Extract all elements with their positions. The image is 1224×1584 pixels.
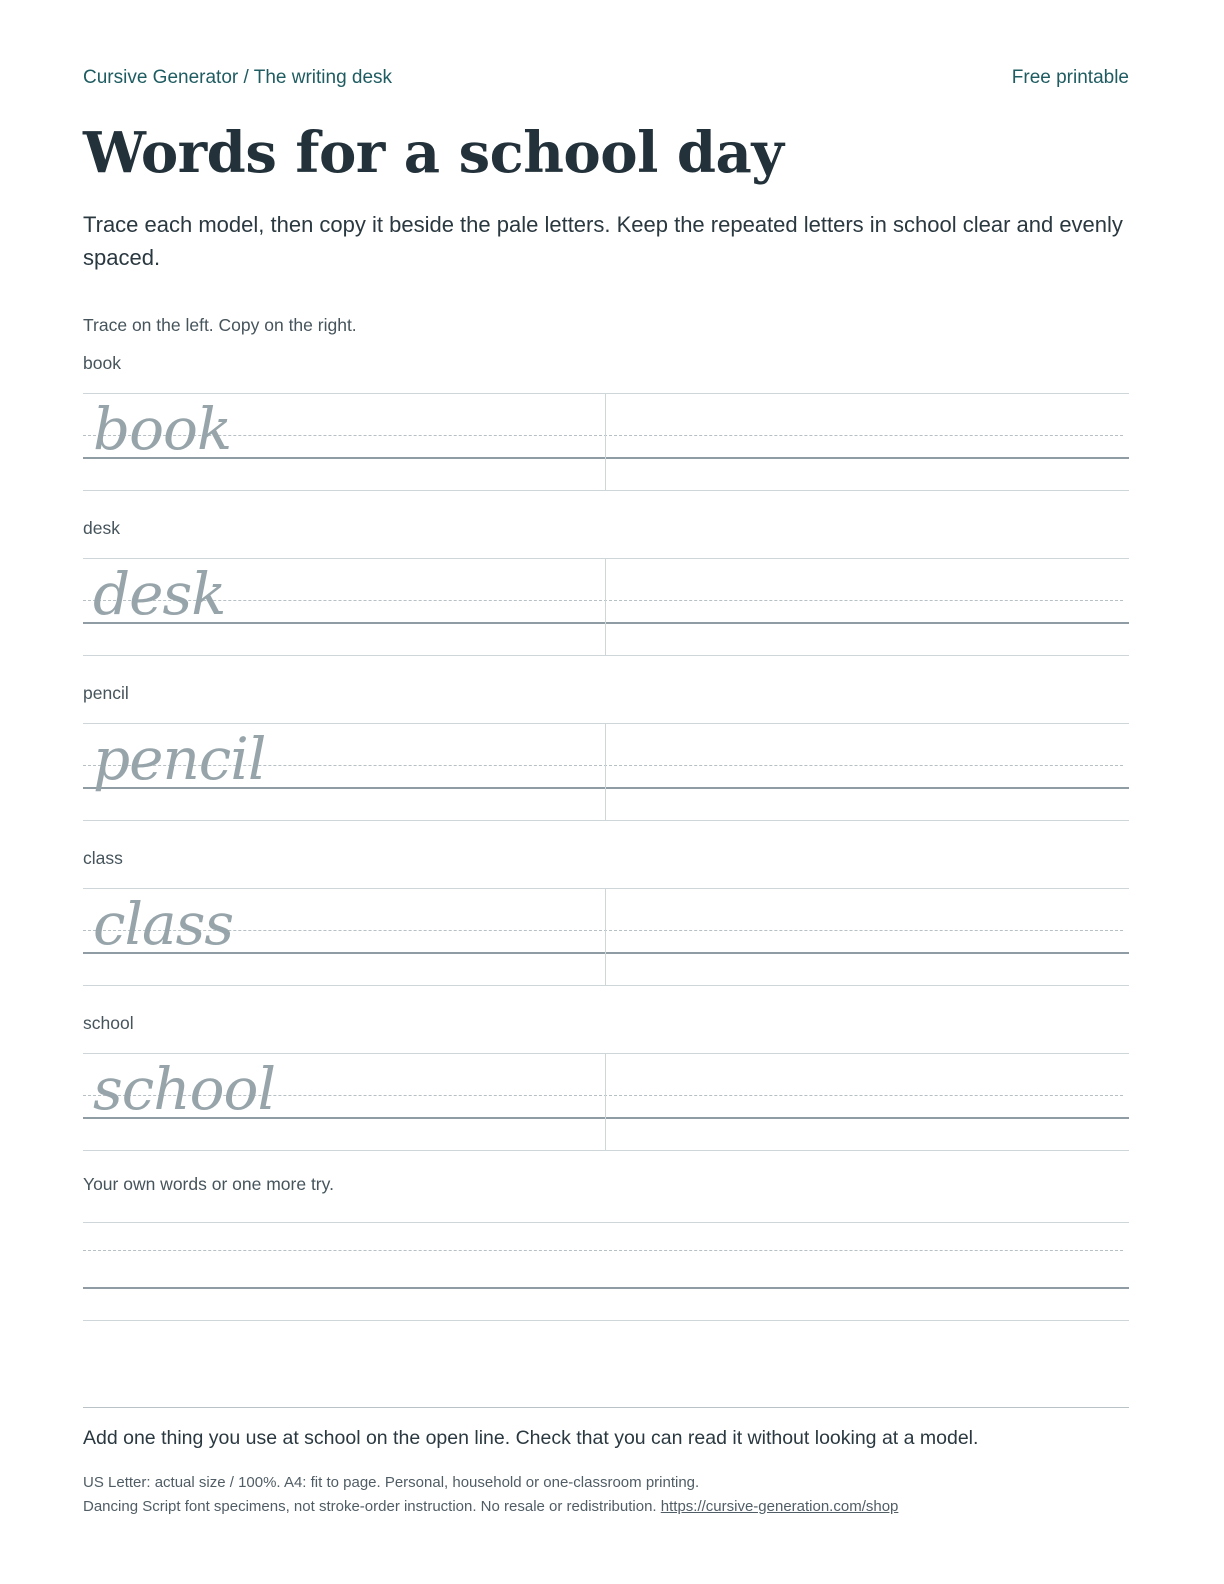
open-practice-line xyxy=(83,1222,1129,1322)
trace-model: pencil xyxy=(93,725,266,793)
breadcrumb-link[interactable]: Cursive Generator / The writing desk xyxy=(83,67,393,88)
trace-model: school xyxy=(93,1055,275,1123)
midline xyxy=(83,1250,1123,1251)
practice-row-book xyxy=(83,393,1129,491)
top-line xyxy=(83,1222,1129,1223)
closing-instruction: Add one thing you use at school on the open line. Check that you can read it without looking at a model. xyxy=(83,1427,979,1449)
practice-row-school xyxy=(83,1053,1129,1151)
breadcrumb[interactable] xyxy=(83,67,392,89)
page-title: Words for a school day xyxy=(83,120,784,186)
word-label-desk: desk xyxy=(83,518,120,538)
copy-area xyxy=(606,1053,1129,1151)
word-label-book: book xyxy=(83,353,121,373)
copy-area xyxy=(606,723,1129,821)
practice-row-class xyxy=(83,888,1129,986)
shop-link[interactable]: https://cursive-generation.com/shop xyxy=(660,1498,899,1515)
word-label-pencil: pencil xyxy=(83,683,129,703)
bottom-line xyxy=(83,1320,1129,1321)
footer-divider xyxy=(83,1407,1129,1408)
copy-area xyxy=(606,558,1129,656)
copy-area xyxy=(606,888,1129,986)
own-words-label: Your own words or one more try. xyxy=(83,1174,334,1194)
practice-row-desk xyxy=(83,558,1129,656)
intro-text: Trace each model, then copy it beside the pale letters. Keep the repeated letters in school clear and evenly spaced. xyxy=(83,212,1123,270)
print-note: US Letter: actual size / 100%. A4: fit to page. Personal, household or one-classroom printing. xyxy=(83,1474,700,1491)
word-label-class: class xyxy=(83,848,123,868)
copy-area xyxy=(606,393,1129,491)
instruction-text: Trace on the left. Copy on the right. xyxy=(83,315,357,335)
practice-row-pencil xyxy=(83,723,1129,821)
baseline xyxy=(83,1287,1129,1289)
trace-model: class xyxy=(93,890,234,958)
license-text: Dancing Script font specimens, not stroke-order instruction. No resale or redistribution. xyxy=(83,1498,657,1515)
trace-model: book xyxy=(93,395,232,463)
trace-model: desk xyxy=(93,560,226,628)
free-printable-tag: Free printable xyxy=(1011,67,1129,88)
license-note xyxy=(83,1498,898,1515)
word-label-school: school xyxy=(83,1013,134,1033)
